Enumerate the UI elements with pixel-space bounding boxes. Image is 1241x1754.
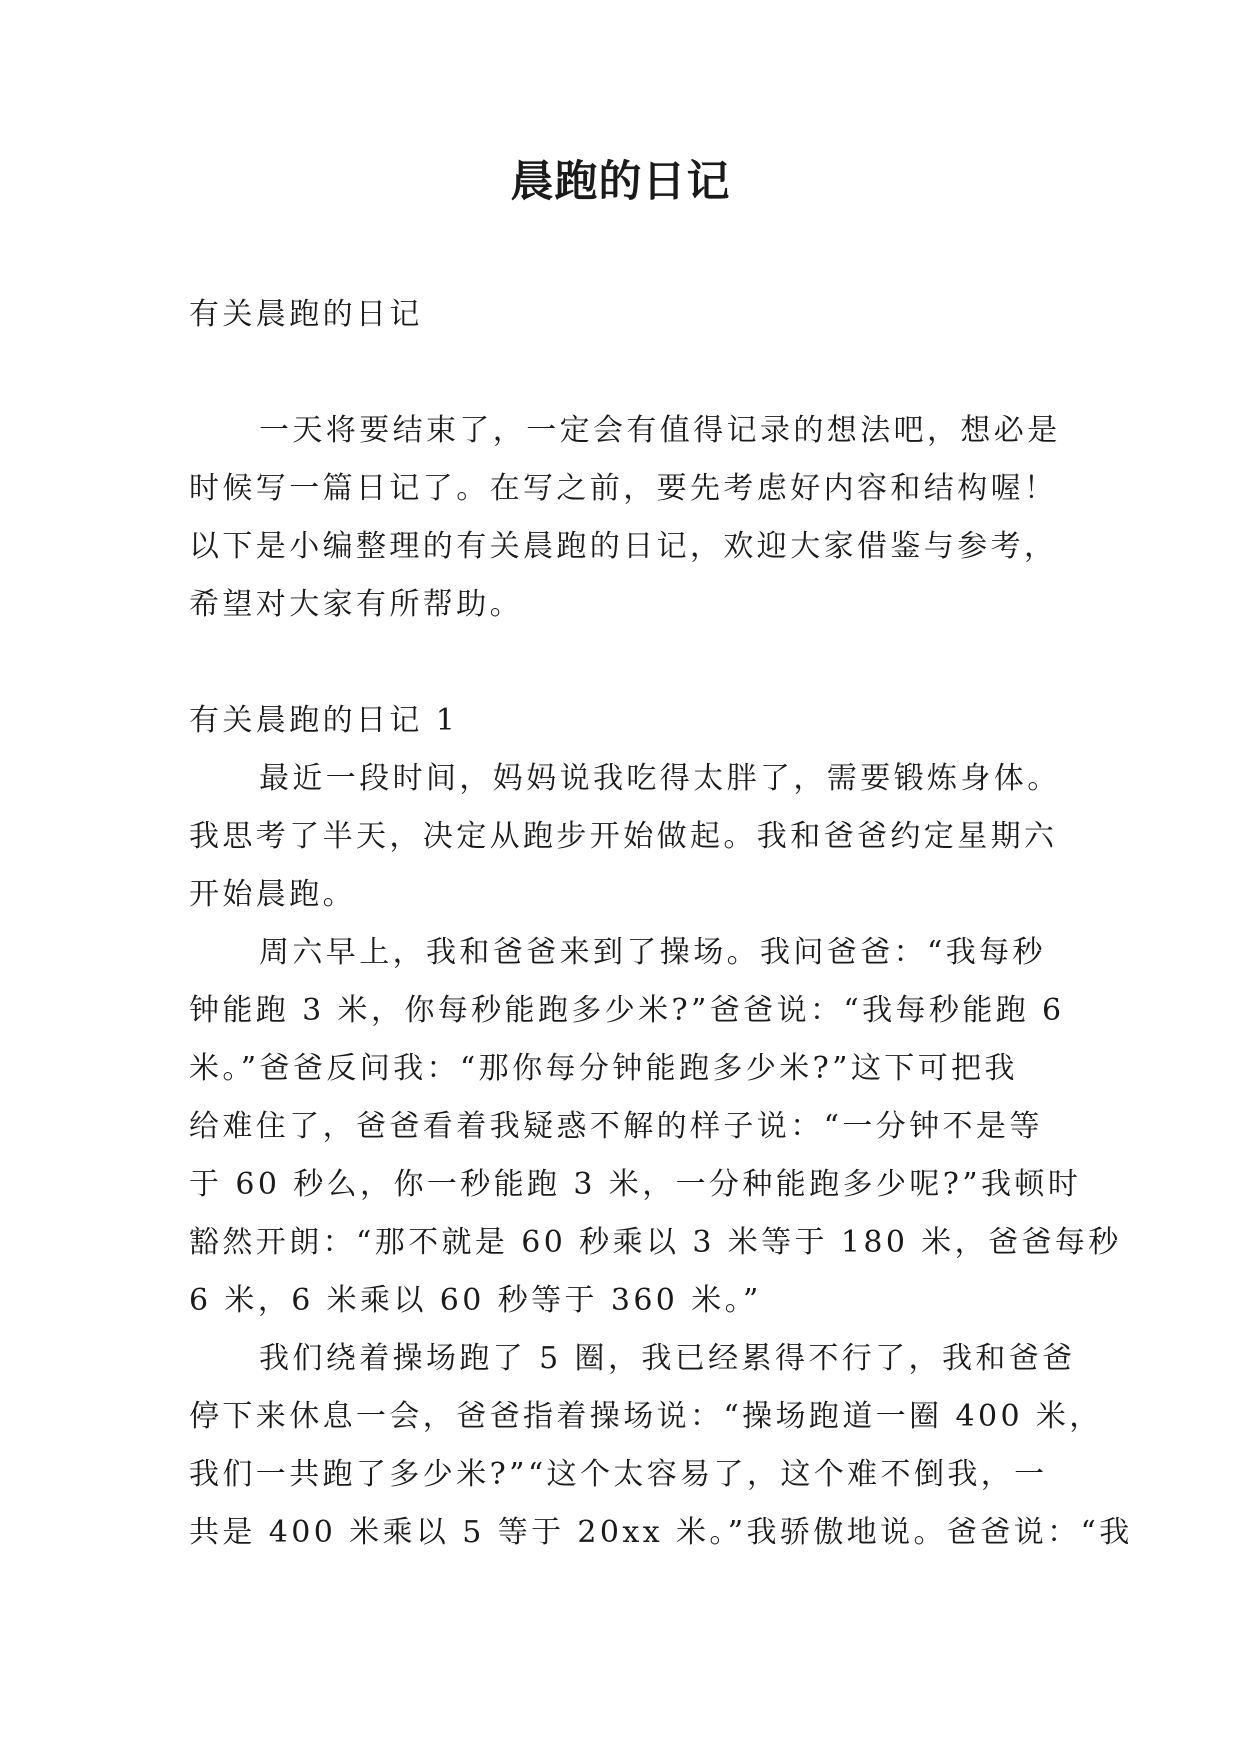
paragraph-line: 共是 400 米乘以 5 等于 20xx 米。”我骄傲地说。爸爸说：“我 <box>189 1515 1133 1550</box>
intro-line: 一天将要结束了，一定会有值得记录的想法吧，想必是 <box>259 413 1061 448</box>
blank-line <box>189 634 1055 692</box>
section-heading: 有关晨跑的日记 1 <box>189 703 459 738</box>
paragraph-2 <box>189 924 1122 1330</box>
paragraph-line: 给难住了，爸爸看着我疑惑不解的样子说：“一分钟不是等 <box>189 1109 1043 1144</box>
document-title: 晨跑的日记 <box>510 157 731 207</box>
paragraph-1 <box>189 750 1061 924</box>
paragraph-line: 最近一段时间，妈妈说我吃得太胖了，需要锻炼身体。 <box>259 761 1061 796</box>
paragraph-line: 周六早上，我和爸爸来到了操场。我问爸爸：“我每秒 <box>259 935 1046 970</box>
paragraph-line: 我思考了半天，决定从跑步开始做起。我和爸爸约定星期六 <box>189 819 1058 854</box>
paragraph-line: 于 60 秒么，你一秒能跑 3 米，一分种能跑多少呢?”我顿时 <box>189 1167 1082 1202</box>
paragraph-line: 我们一共跑了多少米?”“这个太容易了，这个难不倒我，一 <box>189 1457 1048 1492</box>
paragraph-line: 开始晨跑。 <box>189 877 356 912</box>
paragraph-line: 6 米，6 米乘以 60 秒等于 360 米。” <box>189 1283 762 1318</box>
paragraph-line: 停下来休息一会，爸爸指着操场说：“操场跑道一圈 400 米， <box>189 1399 1103 1434</box>
document-body <box>189 286 1133 1562</box>
blank-line <box>189 344 1055 402</box>
intro-line: 以下是小编整理的有关晨跑的日记，欢迎大家借鉴与参考， <box>189 529 1058 564</box>
paragraph-line: 我们绕着操场跑了 5 圈，我已经累得不行了，我和爸爸 <box>259 1341 1076 1376</box>
paragraph-line: 豁然开朗：“那不就是 60 秒乘以 3 米等于 180 米，爸爸每秒 <box>189 1225 1122 1260</box>
intro-paragraph <box>189 402 1061 634</box>
intro-line: 希望对大家有所帮助。 <box>189 587 523 622</box>
paragraph-line: 钟能跑 3 米，你每秒能跑多少米?”爸爸说：“我每秒能跑 6 <box>189 993 1065 1028</box>
paragraph-3 <box>189 1330 1133 1562</box>
intro-line: 时候写一篇日记了。在写之前，要先考虑好内容和结构喔！ <box>189 471 1058 506</box>
subtitle: 有关晨跑的日记 <box>189 297 423 332</box>
paragraph-line: 米。”爸爸反问我：“那你每分钟能跑多少米?”这下可把我 <box>189 1051 1018 1086</box>
